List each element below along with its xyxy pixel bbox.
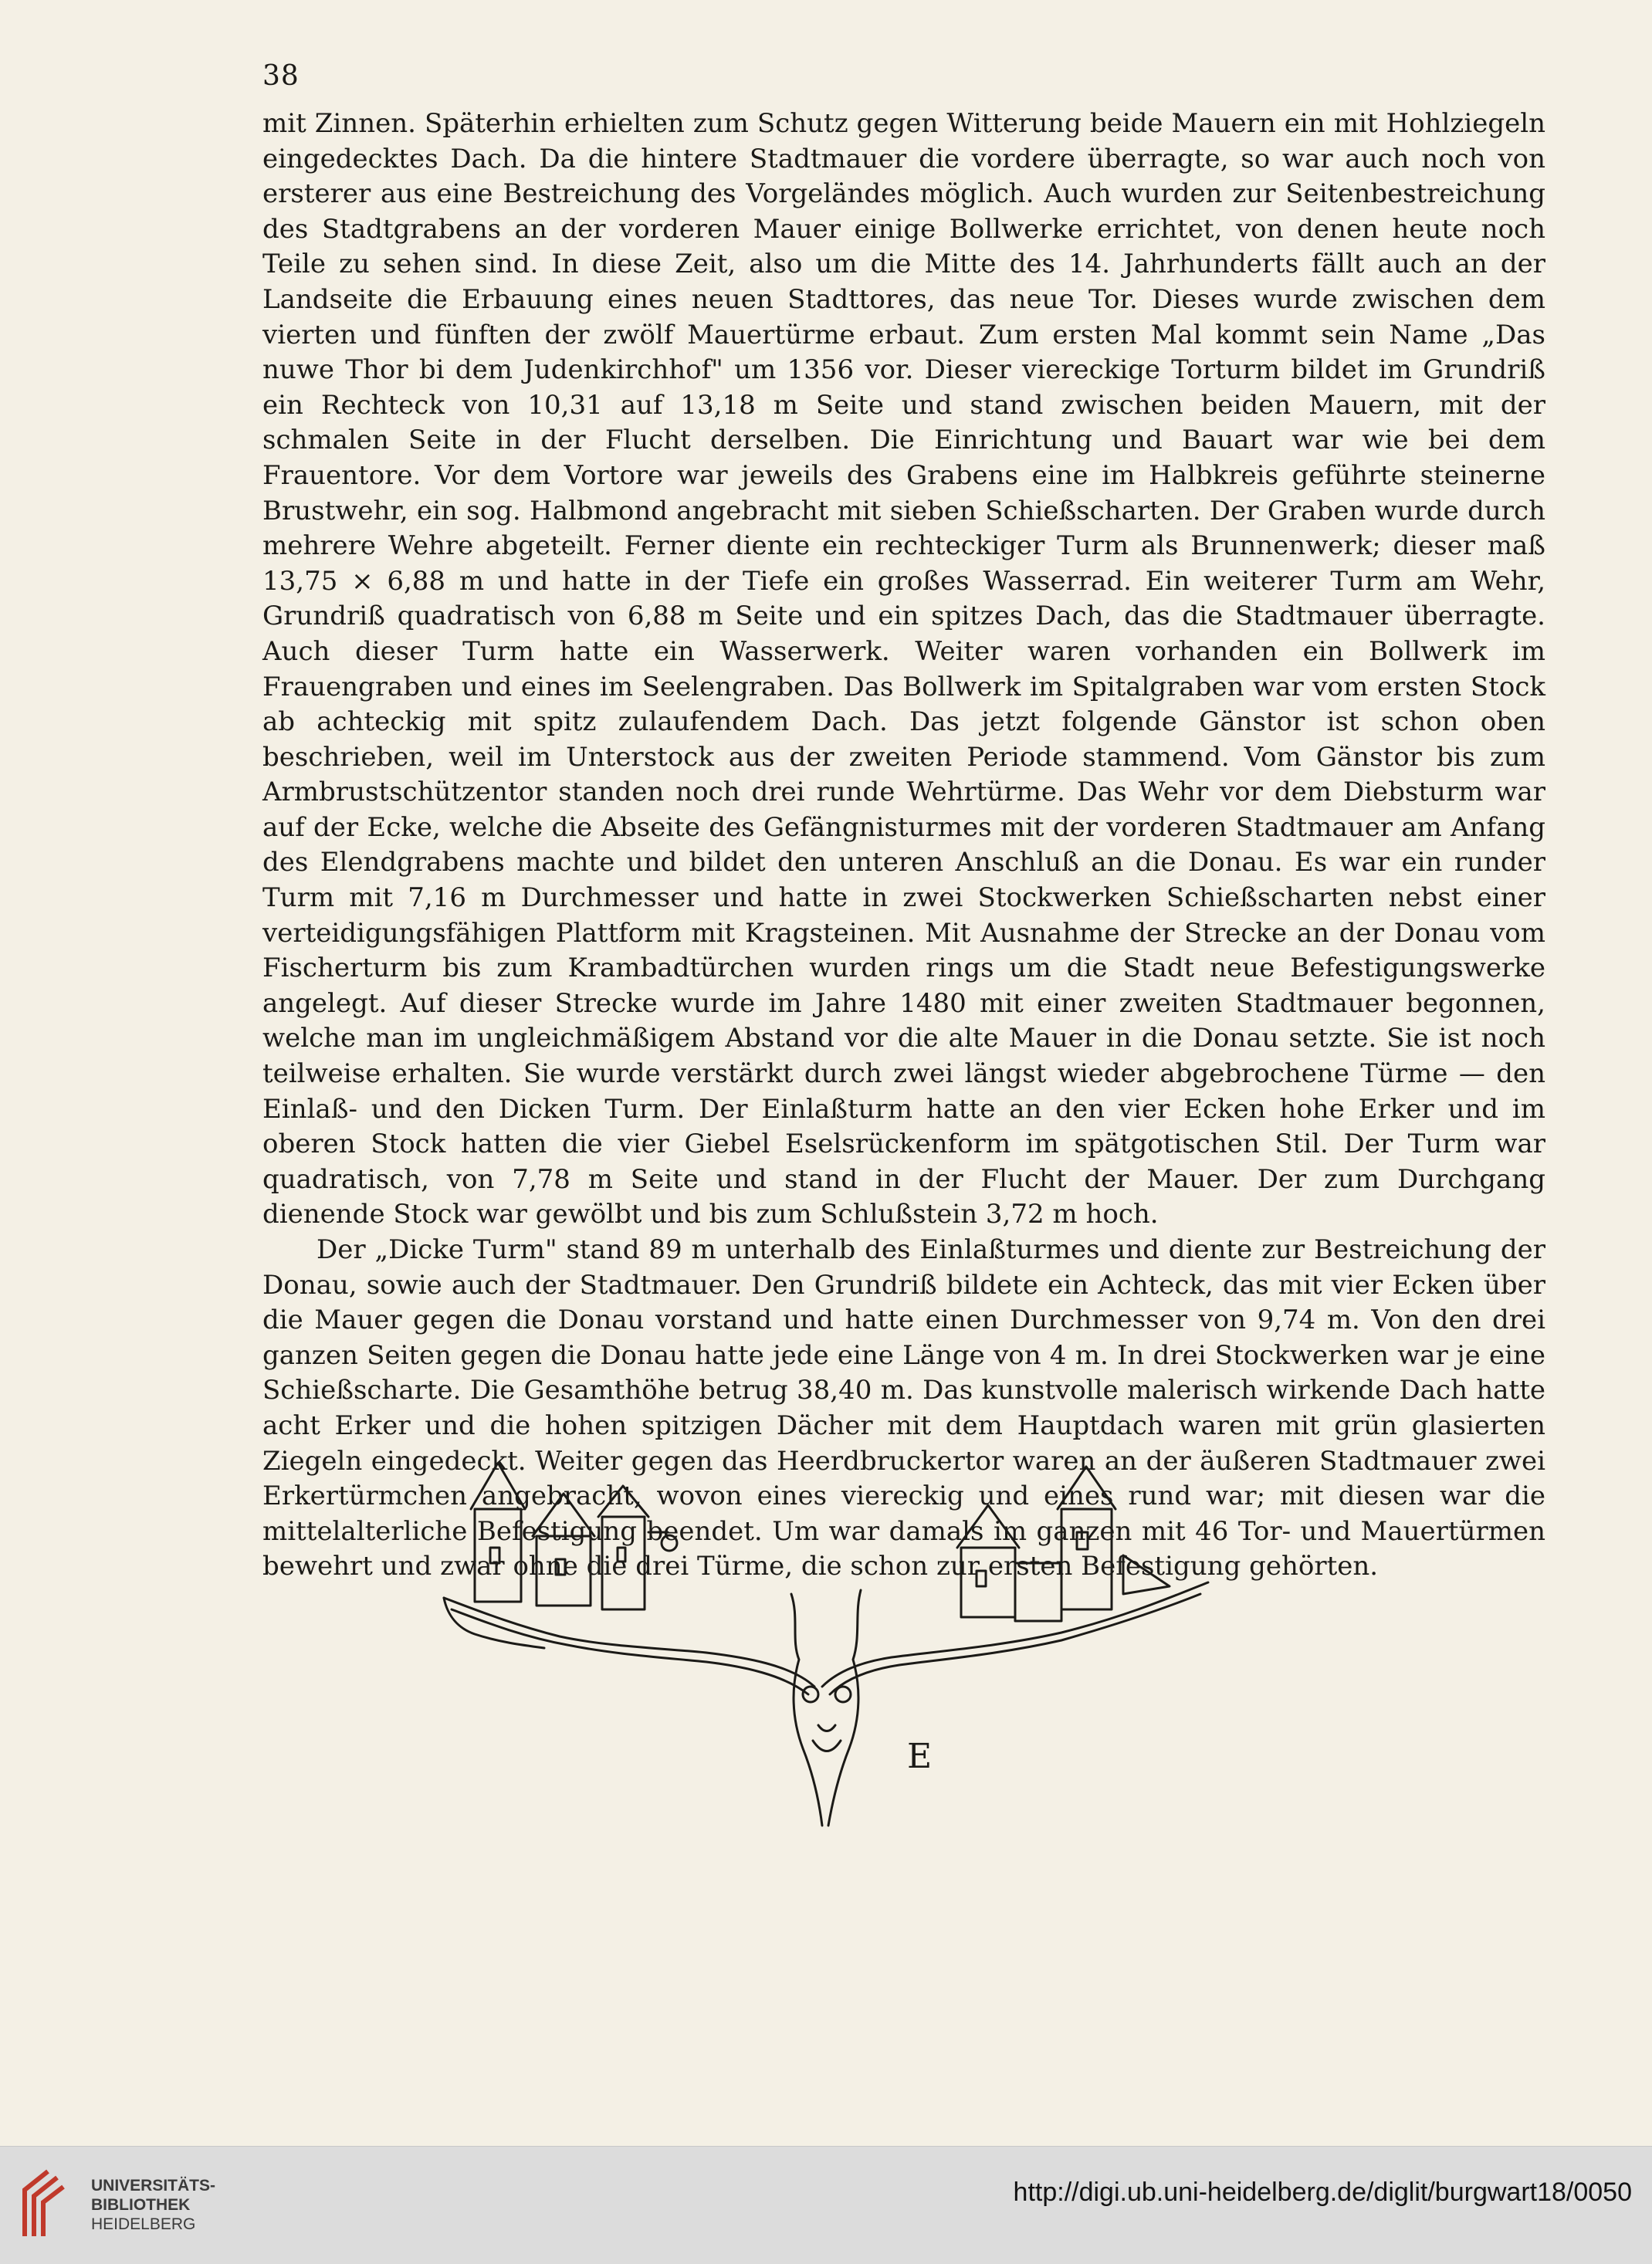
university-library-logo-icon	[17, 2167, 66, 2241]
paragraph-text: mit Zinnen. Späterhin erhielten zum Schutz gegen Witterung beide Mauern ein mit Hohlziegeln eingedecktes Dach. Da die hintere Stadtmauer die vordere überragte, so war auch noch von ersterer aus eine Bestreichung des Vorgeländes möglich. Auch wurden zur Seitenbestreichung des Stadtgrabens an der vorderen Mauer einige Bollwerke errichtet, von denen heute noch Teile zu sehen sind. In diese Zeit, also um die Mitte des 14. Jahrhunderts fällt auch an der Landseite die Erbauung eines neuen Stadttores, das neue Tor. Dieses wurde zwischen dem vierten und fünften der zwölf Mauertürme erbaut. Zum ersten Mal kommt sein Name „Das nuwe Thor bi dem Judenkirchhof" um 1356 vor. Dieser viereckige Torturm bildet im Grundriß ein Rechteck von 10,31 auf 13,18 m Seite und stand zwischen beiden Mauern, mit der schmalen Seite in der Flucht derselben. Die Einrichtung und Bauart war wie bei dem Frauentore. Vor dem Vortore war jeweils des Grabens eine im Halbkreis geführte steinerne Brustwehr, ein sog. Halbmond angebracht mit sieben Schießscharten. Der Graben wurde durch mehrere Wehre abgeteilt. Ferner diente ein rechteckiger Turm als Brunnenwerk; dieser maß 13,75 × 6,88 m und hatte in der Tiefe ein großes Wasserrad. Ein weiterer Turm am Wehr, Grundriß quadratisch von 6,88 m Seite und ein spitzes Dach, das die Stadtmauer überragte. Auch dieser Turm hatte ein Wasserwerk. Weiter waren vorhanden ein Bollwerk im Frauengraben und eines im Seelengraben. Das Bollwerk im Spitalgraben war vom ersten Stock ab achteckig mit spitz zulaufendem Dach. Das jetzt folgende Gänstor ist schon oben beschrieben, weil im Unterstock aus der zweiten Periode stammend. Vom Gänstor bis zum Armbrustschützentor standen noch drei runde Wehrtürme. Das Wehr vor dem Diebsturm war auf der Ecke, welche die Abseite des Gefängnisturmes mit der vorderen Stadtmauer am Anfang des Elendgrabens machte und bildet den unteren Anschluß an die Donau. Es war ein runder Turm mit 7,16 m Durchmesser und hatte in zwei Stockwerken Schießscharten nebst einer verteidigungsfähigen Plattform mit Kragsteinen. Mit Ausnahme der Strecke an der Donau vom Fischerturm bis zum Krambadtürchen wurden rings um die Stadt neue Befestigungswerke angelegt. Auf dieser Strecke wurde im Jahre 1480 mit einer zweiten Stadtmauer begonnen, welche man im ungleichmäßigem Abstand vor die alte Mauer in die Donau setzte. Sie ist noch teilweise erhalten. Sie wurde verstärkt durch zwei längst wieder abgebrochene Türme — den Einlaß- und den Dicken Turm. Der Einlaßturm hatte an den vier Ecken hohe Erker und im oberen Stock hatten die vier Giebel Eselsrückenform im spätgotischen Stil. Der Turm war quadratisch, von 7,78 m Seite und stand in der Flucht der Mauer. Der zum Durchgang dienende Stock war gewölbt und bis zum Schlußstein 3,72 m hoch.	[262, 108, 1545, 1230]
paragraph-1	[262, 107, 1545, 1233]
library-name-line-3: HEIDELBERG	[91, 2215, 196, 2233]
library-name	[91, 2176, 215, 2234]
body-text	[262, 107, 1545, 1585]
library-name-line-1: UNIVERSITÄTS-	[91, 2177, 216, 2195]
monogram-e: E	[907, 1737, 933, 1776]
paragraph-text: Der „Dicke Turm" stand 89 m unterhalb des Einlaßturmes und diente zur Bestreichung der Donau, sowie auch der Stadtmauer. Den Grundriß bildete ein Achteck, das mit vier Ecken über die Mauer gegen die Donau vorstand und hatte einen Durchmesser von 9,74 m. Von den drei ganzen Seiten gegen die Donau hatte jede eine Länge von 4 m. In drei Stockwerken war je eine Schießscharte. Die Gesamthöhe betrug 38,40 m. Das kunstvolle malerisch wirkende Dach hatte acht Erker und die hohen spitzigen Dächer mit dem Hauptdach waren mit grün glasierten Ziegeln eingedeckt. Weiter gegen das Heerdbruckertor waren an der äußeren Stadtmauer zwei Erkertürmchen angebracht, wovon eines viereckig und eines rund war; mit diesen war die mittelalterliche Befestigung beendet. Um war damals im ganzen mit 46 Tor- und Mauertürmen bewehrt und zwar ohne die drei Türme, die schon zur ersten Befestigung gehörten.	[262, 1234, 1545, 1582]
page-number: 38	[262, 60, 300, 92]
library-name-line-2: BIBLIOTHEK	[91, 2196, 191, 2214]
castle-vignette-illustration	[428, 1463, 1224, 1841]
source-url-link[interactable]: http://digi.ub.uni-heidelberg.de/diglit/burgwart18/0050	[1013, 2178, 1632, 2207]
library-footer	[0, 2146, 1652, 2264]
